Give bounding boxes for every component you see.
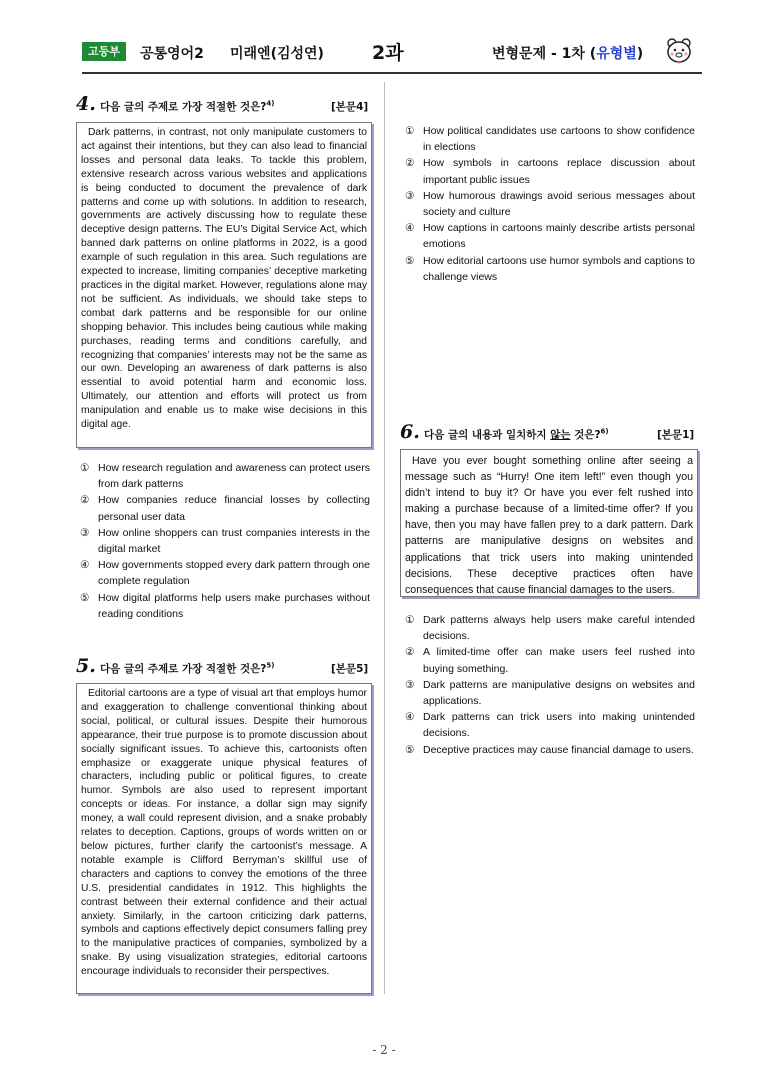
option-text: Dark patterns can trick users into making unintended decisions. (423, 711, 695, 740)
footnote-mark: 4) (266, 99, 275, 108)
option-text: How research regulation and awareness can protect users from dark patterns (98, 462, 370, 491)
option-marker: ⑤ (405, 743, 415, 756)
option-text: How editorial cartoons use humor symbols and captions to challenge views (423, 254, 695, 283)
footnote-mark: 5) (266, 661, 275, 670)
test-type-suffix: ) (636, 46, 644, 62)
option-5[interactable] (80, 590, 370, 622)
stem-underlined-word: 않는 (550, 429, 571, 441)
option-marker: ③ (80, 526, 90, 539)
option-marker: ④ (405, 711, 415, 724)
question-6-options (405, 612, 695, 758)
source-tag: [본문1] (657, 429, 695, 441)
option-marker: ② (405, 646, 415, 659)
footnote-mark: 6) (600, 427, 609, 436)
header-rule (82, 72, 702, 74)
option-3[interactable] (405, 677, 695, 709)
option-marker: ① (405, 614, 415, 626)
option-text: How symbols in cartoons replace discussion about important public issues (423, 157, 695, 186)
level-badge: 고등부 (82, 42, 126, 61)
option-text: How humorous drawings avoid serious messages about society and culture (423, 189, 695, 219)
publisher-label: 미래엔(김성연) (230, 46, 324, 62)
option-text: How digital platforms help users make purchases without reading conditions (98, 591, 370, 620)
question-stem (100, 661, 274, 676)
passage-text: Editorial cartoons are a type of visual art that employs humor and exaggeration to challenge conventional thinking about social, political, or cultural issues. Despite their humorous appearance, their true purpose is to promote discussion about socially significant issues. To achieve this, cartoonists often emphasize or exaggerate unique physical features of characters, including public or political figures, to create humor. Symbols are also used to represent important concepts or ideas. For instance, a dollar sign may signify money, a wall could represent division, and a snake probably relates to deception. Captions, groups of words written on or below pictures, further clarify the cartoonist’s message. A notable example is Clifford Berryman’s skillful use of characters and captions to convey the emotions of the three U.S. presidential candidates in 1912. This highlights the contrast between their external confidence and their actual anxiety. Similarly, in the cartoon criticizing dark patterns, symbols and captions effectively depict consumers falling prey to the manipulative practices of companies, symbolized by a snake. By using visualization strategies, editorial cartoons encourage individuals to reconsider their perspectives. (81, 688, 367, 978)
option-text: Dark patterns always help users make careful intended decisions. (423, 614, 695, 643)
option-1[interactable] (80, 460, 370, 492)
option-marker: ⑤ (80, 591, 90, 604)
option-4[interactable] (405, 220, 695, 252)
bear-mascot-icon (664, 36, 694, 66)
stem-text: 다음 글의 주제로 가장 적절한 것은? (100, 663, 267, 675)
option-4[interactable] (80, 557, 370, 589)
source-tag: [본문4] (331, 101, 369, 113)
option-2[interactable] (80, 492, 370, 524)
option-marker: ② (405, 157, 415, 170)
test-type-label (492, 43, 643, 63)
option-text: How governments stopped every dark pattern through one complete regulation (98, 559, 370, 588)
column-divider (384, 82, 385, 994)
option-marker: ② (80, 494, 90, 507)
option-text: Dark patterns are manipulative designs on websites and applications. (423, 678, 695, 708)
option-3[interactable] (405, 188, 695, 220)
option-text: Deceptive practices may cause financial damage to users. (423, 743, 694, 756)
option-marker: ③ (405, 189, 415, 202)
question-number: 6. (400, 421, 420, 443)
option-text: How captions in cartoons mainly describe artists personal emotions (423, 222, 695, 251)
question-5-options (405, 123, 695, 285)
option-5[interactable] (405, 253, 695, 285)
option-text: How political candidates use cartoons to show confidence in elections (423, 125, 695, 154)
question-4-options (80, 460, 370, 622)
page-header (82, 36, 702, 72)
question-5-header (76, 655, 372, 679)
question-4-passage (76, 122, 372, 448)
option-marker: ① (405, 125, 415, 137)
question-number: 4. (76, 93, 96, 115)
question-stem (424, 427, 609, 442)
option-1[interactable] (405, 612, 695, 644)
option-marker: ④ (80, 559, 90, 572)
option-3[interactable] (80, 525, 370, 557)
test-type-prefix: 변형문제 - 1차 ( (492, 46, 597, 62)
option-marker: ⑤ (405, 254, 415, 267)
passage-text: Have you ever bought something online after seeing a message such as “Hurry! One item left!” even though you didn’t intend to buy it? Or have you ever felt rushed into making a purchase because of a limited-time offer? If you have, then you may have fallen prey to a dark pattern. Dark patterns are manipulative designs on websites and applications that trick users into making unintended decisions. These deceptive practices often have consequences that cause financial damages to the users. (405, 455, 693, 596)
option-4[interactable] (405, 709, 695, 741)
option-text: How companies reduce financial losses by collecting personal user data (98, 494, 370, 523)
course-title: 공통영어2 (140, 46, 204, 62)
lesson-label: 2과 (372, 42, 404, 64)
option-2[interactable] (405, 644, 695, 676)
source-tag: [본문5] (331, 663, 369, 675)
option-5[interactable] (405, 742, 695, 758)
stem-text-end: 것은? (570, 429, 601, 441)
question-number: 5. (76, 655, 96, 677)
option-marker: ④ (405, 222, 415, 235)
test-type-accent: 유형별 (596, 46, 637, 62)
question-5-passage (76, 683, 372, 994)
page-number: - 2 - (372, 1043, 396, 1057)
option-text: How online shoppers can trust companies interests in the digital market (98, 526, 370, 556)
question-6-passage (400, 449, 698, 597)
question-4-header (76, 93, 372, 117)
stem-text: 다음 글의 주제로 가장 적절한 것은? (100, 101, 267, 113)
question-stem (100, 99, 274, 114)
option-text: A limited-time offer can make users feel rushed into buying something. (423, 646, 695, 675)
option-marker: ① (80, 462, 90, 474)
option-1[interactable] (405, 123, 695, 155)
question-6-header (400, 421, 700, 445)
option-2[interactable] (405, 155, 695, 187)
stem-text: 다음 글의 내용과 일치하지 (424, 429, 551, 441)
passage-text: Dark patterns, in contrast, not only manipulate customers to act against their intentions, but they can also lead to financial losses and personal data leaks. To tackle this problem, extensive research across various websites and applications is being conducted to document the prevalence of dark patterns and come up with solutions. In addition to research, governments are actively discussing how to regulate these deceptive design patterns. The EU’s Digital Service Act, which banned dark patterns on online platforms in 2022, is a good example of such regulation in this area. Such regulations are expected to increase, limiting companies’ deceptive marketing practices in the digital market. However, regulations alone may not be sufficient. As individuals, we should take steps to combat dark patterns and be responsible for our online shopping behavior. This includes being cautious while making purchases, reading terms and conditions carefully, and recognizing that companies’ interests may not be the same as our own. Developing an awareness of dark patterns is also essential to avoid potential harm and economic loss. Ultimately, our attention and efforts will protect us from manipulation and enable us to make wise decisions in this digital age. (81, 127, 367, 431)
option-marker: ③ (405, 678, 415, 691)
